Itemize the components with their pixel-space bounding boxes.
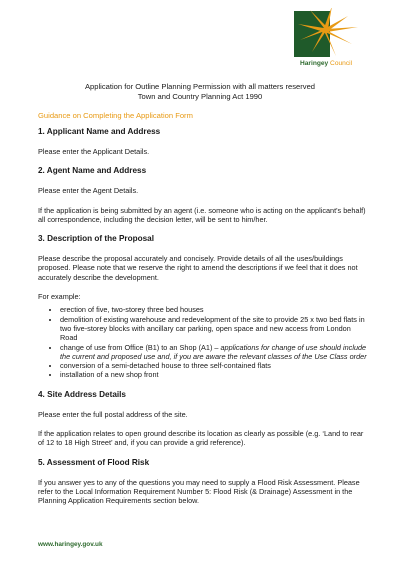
- example-item-text: change of use from Office (B1) to an Shop (A1) –: [60, 342, 221, 352]
- example-item: [60, 343, 370, 362]
- section-1-heading: 1. Applicant Name and Address: [38, 127, 161, 136]
- section-5-paragraph: If you answer yes to any of the questions you may need to supply a Flood Risk Assessment. Please refer to the Local Information Requirement Number 5: Flood Risk (& Drainage) Assessment in the Planning Application Requirements section below.: [38, 477, 360, 506]
- guidance-content: [38, 127, 370, 516]
- guidance-heading: Guidance on Completing the Application Form: [38, 111, 193, 120]
- section-2-paragraph-2: If the application is being submitted by an agent (i.e. someone who is acting on the applicant's behalf) all correspondence, including the decision letter, will be sent to him/her.: [38, 205, 366, 224]
- section-4-heading: 4. Site Address Details: [38, 389, 126, 399]
- document-title: [0, 82, 400, 101]
- section-5-heading: 5. Assessment of Flood Risk: [38, 457, 150, 467]
- section-2-heading: 2. Agent Name and Address: [38, 166, 147, 176]
- section-2-paragraph-1: Please enter the Agent Details.: [38, 186, 139, 196]
- title-line-1: Application for Outline Planning Permission with all matters reserved: [84, 82, 316, 91]
- title-line-2: Town and Country Planning Act 1990: [137, 91, 263, 101]
- example-list: [38, 305, 370, 379]
- section-3-paragraph: Please describe the proposal accurately and concisely. Provide details of all the uses/buildings proposed. Please note that we reserve the right to amend the descriptions if we feel that it does not accurately describe the development.: [38, 254, 358, 282]
- example-item: • erection of five, two-storey three bed houses: [60, 305, 370, 314]
- example-item-note: applications for change of use should include the current and proposed use and, if you are aware the relevant classes of the Use Class order: [60, 342, 367, 361]
- example-item: • installation of a new shop front: [60, 370, 370, 379]
- example-item: • conversion of a semi-detached house to three self-contained flats: [60, 361, 370, 370]
- haringey-council-logo: [292, 8, 364, 64]
- example-item: • demolition of existing warehouse and redevelopment of the site to provide 25 x two bed flats in two five-storey blocks with ancillary car parking, open space and new access from London Road: [60, 315, 370, 343]
- logo-wordmark: [300, 60, 352, 67]
- section-4-paragraph-1: Please enter the full postal address of the site.: [38, 409, 188, 419]
- section-1-paragraph: Please enter the Applicant Details.: [38, 147, 150, 156]
- example-intro: For example:: [38, 292, 81, 302]
- logo-name-bold: Haringey: [300, 60, 329, 67]
- logo-name-rest: Council: [328, 60, 353, 67]
- section-3-heading: 3. Description of the Proposal: [38, 234, 155, 244]
- footer-website-link[interactable]: www.haringey.gov.uk: [38, 541, 103, 548]
- section-4-paragraph-2: If the application relates to open ground describe its location as clearly as possible (e.g. ‘Land to rear of 12 to 18 High Street’ and, if you can provide a grid reference).: [38, 429, 364, 448]
